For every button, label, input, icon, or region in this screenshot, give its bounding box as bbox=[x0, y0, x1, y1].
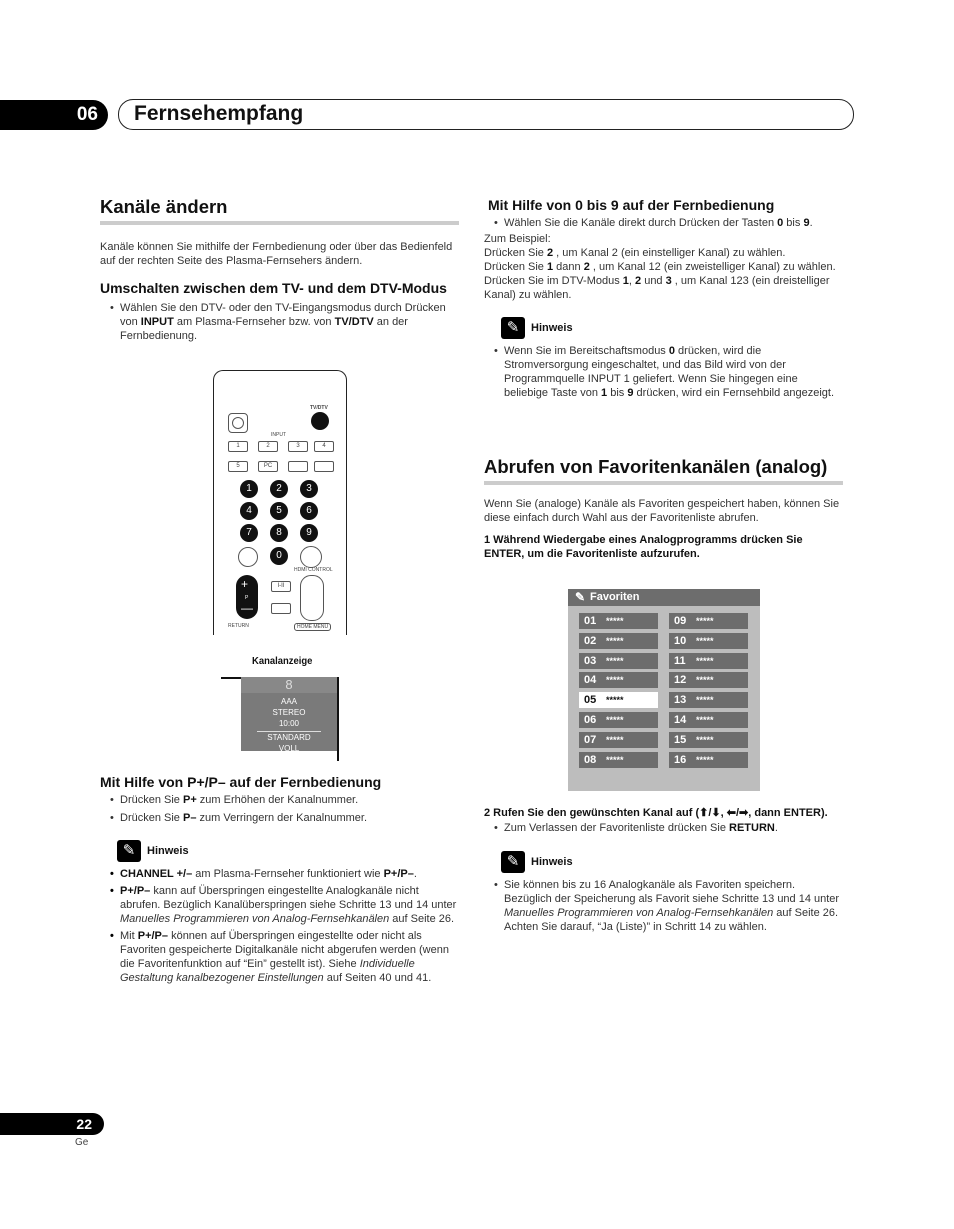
input-key: 1 bbox=[228, 441, 248, 452]
left-section-pplus bbox=[100, 773, 459, 985]
osd-line: 10:00 bbox=[278, 719, 300, 728]
chapter-title: Fernsehempfang bbox=[134, 102, 304, 125]
channel-display-osd bbox=[241, 677, 337, 751]
right-section-digits bbox=[484, 196, 844, 400]
hdmi-label: HDMI CONTROL bbox=[294, 567, 333, 573]
favorite-channel-item[interactable]: 12 ***** bbox=[669, 672, 748, 688]
subheading-tv-dtv: Umschalten zwischen dem TV- und dem DTV-Modus bbox=[100, 280, 447, 296]
step-2: 2 Rufen Sie den gewünschten Kanal auf (⬆/⬇, ⬅/➡, dann ENTER). bbox=[484, 807, 828, 819]
list-item: • Drücken Sie P– zum Verringern der Kanalnummer. bbox=[100, 811, 459, 825]
channel-number: 8 bbox=[241, 677, 337, 693]
num-key: 8 bbox=[270, 524, 288, 542]
example-line: Drücken Sie 1 dann 2 , um Kanal 12 (ein zweistelliger Kanal) zu wählen. bbox=[484, 261, 836, 273]
note-label: Hinweis bbox=[147, 845, 189, 857]
favorites-list-panel bbox=[568, 589, 760, 791]
note-label: Hinweis bbox=[531, 856, 573, 868]
favorite-channel-item[interactable]: 16 ***** bbox=[669, 752, 748, 768]
volume-rocker bbox=[300, 575, 324, 621]
left-section-kanaele bbox=[100, 196, 459, 343]
language-code: Ge bbox=[75, 1137, 89, 1148]
subheading-digits: Mit Hilfe von 0 bis 9 auf der Fernbedienung bbox=[488, 197, 775, 213]
num-key: 6 bbox=[300, 502, 318, 520]
intro-text: Wenn Sie (analoge) Kanäle als Favoriten gespeichert haben, können Sie diese einfach durch Wahl aus der Favoritenliste abrufen. bbox=[484, 498, 840, 524]
mute-icon bbox=[271, 603, 291, 614]
display-frame-side bbox=[337, 677, 339, 761]
kanalanzeige-label: Kanalanzeige bbox=[252, 655, 313, 667]
osd-line: AAA bbox=[280, 697, 297, 706]
section-rule bbox=[100, 221, 459, 225]
favorite-channel-item[interactable]: 02 ***** bbox=[579, 633, 658, 649]
remote-control-illustration bbox=[213, 370, 347, 635]
example-heading: Zum Beispiel: bbox=[484, 233, 551, 245]
p-label: P bbox=[245, 595, 249, 601]
note-list bbox=[100, 867, 459, 985]
favorite-channel-item[interactable]: 06 ***** bbox=[579, 712, 658, 728]
return-label: RETURN bbox=[228, 623, 249, 629]
info-button bbox=[238, 547, 258, 567]
favorite-channel-item[interactable]: 13 ***** bbox=[669, 692, 748, 708]
digits-list bbox=[484, 216, 844, 230]
favorite-channel-item[interactable]: 04 ***** bbox=[579, 672, 658, 688]
input-key: 2 bbox=[258, 441, 278, 452]
favorite-channel-item[interactable]: 14 ***** bbox=[669, 712, 748, 728]
input-key: PC bbox=[258, 461, 278, 472]
example-line: Drücken Sie 2 , um Kanal 2 (ein einstelliger Kanal) zu wählen. bbox=[484, 247, 786, 259]
favorite-channel-item[interactable]: 03 ***** bbox=[579, 653, 658, 669]
home-menu-label: HOME MENU bbox=[294, 623, 331, 631]
tv-dtv-list bbox=[100, 301, 459, 343]
osd-line: STEREO bbox=[272, 708, 306, 717]
right-section-step2 bbox=[484, 806, 844, 934]
sound-key: I-II bbox=[271, 581, 291, 592]
note-list bbox=[484, 878, 844, 934]
num-key: 9 bbox=[300, 524, 318, 542]
section-rule bbox=[484, 481, 843, 485]
list-item: • Drücken Sie P+ zum Erhöhen der Kanalnummer. bbox=[100, 793, 459, 807]
pencil-icon: ✎ bbox=[575, 590, 586, 604]
example-line: Drücken Sie im DTV-Modus 1, 2 und 3 , um Kanal 123 (ein dreistelliger Kanal) zu wählen. bbox=[484, 275, 830, 301]
num-key: 7 bbox=[240, 524, 258, 542]
input-key: 3 bbox=[288, 441, 308, 452]
list-item: • CHANNEL +/– am Plasma-Fernseher funktioniert wie P+/P–. bbox=[100, 867, 459, 881]
favorite-channel-item[interactable]: 15 ***** bbox=[669, 732, 748, 748]
favorite-channel-item[interactable]: 09 ***** bbox=[669, 613, 748, 629]
favorites-title: Favoriten bbox=[590, 591, 640, 603]
num-key: 5 bbox=[270, 502, 288, 520]
pencil-icon: ✎ bbox=[117, 840, 141, 862]
num-key: 1 bbox=[240, 480, 258, 498]
plus-icon: + bbox=[241, 577, 249, 591]
osd-line: STANDARD bbox=[267, 733, 311, 742]
section-title: Abrufen von Favoritenkanälen (analog) bbox=[484, 456, 828, 477]
list-item: • P+/P– kann auf Überspringen eingestellte Analogkanäle nicht abrufen. Bezüglich Kanalüberspringen siehe Schritte 13 und 14 unter Manuelles Programmieren von Analog-Fernsehkanälen auf Seite 26. bbox=[100, 884, 459, 926]
list-item: • Wählen Sie die Kanäle direkt durch Drücken der Tasten 0 bis 9. bbox=[484, 216, 844, 230]
page-number: 22 bbox=[0, 1113, 104, 1135]
tvdtv-label: TV/DTV bbox=[310, 405, 328, 411]
right-section-favoriten bbox=[484, 456, 843, 561]
note-header bbox=[117, 840, 459, 862]
input-key: 4 bbox=[314, 441, 334, 452]
input-label: INPUT bbox=[271, 432, 286, 438]
note-header bbox=[501, 851, 844, 873]
step-1: 1 Während Wiedergabe eines Analogprogramms drücken Sie ENTER, um die Favoritenliste aufzurufen. bbox=[484, 534, 803, 560]
osd-line: VOLL bbox=[278, 744, 300, 753]
subheading-pplus: Mit Hilfe von P+/P– auf der Fernbedienung bbox=[100, 774, 382, 790]
pencil-icon: ✎ bbox=[501, 851, 525, 873]
input-key: 5 bbox=[228, 461, 248, 472]
note-header bbox=[501, 317, 844, 339]
pplus-list bbox=[100, 793, 459, 825]
num-key: 4 bbox=[240, 502, 258, 520]
note-list bbox=[484, 344, 844, 400]
minus-icon: — bbox=[241, 601, 253, 615]
favorites-header bbox=[568, 589, 760, 606]
list-item: • Mit P+/P– können auf Überspringen eingestellte oder nicht als Favoriten gespeicherte Digitalkanäle nicht abgerufen werden (wenn die Favoritenfunktion auf “Ein” gestellt ist). Siehe Individuelle Gestaltung kanalbezogener Einstellungen auf Seiten 40 und 41. bbox=[100, 929, 459, 985]
intro-text: Kanäle können Sie mithilfe der Fernbedienung oder über das Bedienfeld auf der rechten Seite des Plasma-Fernsehers ändern. bbox=[100, 241, 453, 267]
num-key: 0 bbox=[270, 547, 288, 565]
favorite-channel-item[interactable]: 07 ***** bbox=[579, 732, 658, 748]
list-item: • Wählen Sie den DTV- oder den TV-Eingangsmodus durch Drücken von INPUT am Plasma-Fernseher bzw. von TV/DTV an der Fernbedienung. bbox=[100, 301, 459, 343]
screen-mode-icon bbox=[288, 461, 308, 472]
list-item: • Sie können bis zu 16 Analogkanäle als Favoriten speichern. Bezüglich der Speicherung als Favorit siehe Schritte 13 und 14 unter Manuelles Programmieren von Analog-Fernsehkanälen auf Seite 26. Achten Sie darauf, “Ja (Liste)” in Schritt 14 zu wählen. bbox=[484, 878, 844, 934]
aspect-icon bbox=[314, 461, 334, 472]
pencil-icon: ✎ bbox=[501, 317, 525, 339]
note-label: Hinweis bbox=[531, 322, 573, 334]
section-title: Kanäle ändern bbox=[100, 196, 228, 217]
hdmi-control-button bbox=[300, 546, 322, 568]
chapter-number: 06 bbox=[0, 100, 108, 130]
list-item: • Wenn Sie im Bereitschaftsmodus 0 drücken, wird die Stromversorgung eingeschaltet, und das Bild wird von der Programmquelle INPUT 1 geliefert. Wenn Sie hingegen eine beliebige Taste von 1 bis 9 drücken, wird ein Fernsehbild angezeigt. bbox=[484, 344, 844, 400]
num-key: 2 bbox=[270, 480, 288, 498]
list-item: • Zum Verlassen der Favoritenliste drücken Sie RETURN. bbox=[484, 821, 844, 835]
favorite-channel-item[interactable]: 08 ***** bbox=[579, 752, 658, 768]
tvdtv-button bbox=[311, 412, 329, 430]
num-key: 3 bbox=[300, 480, 318, 498]
step2-list bbox=[484, 821, 844, 835]
favorite-channel-item[interactable]: 05 ***** bbox=[579, 692, 658, 708]
favorite-channel-item[interactable]: 11 ***** bbox=[669, 653, 748, 669]
favorite-channel-item[interactable]: 01 ***** bbox=[579, 613, 658, 629]
power-icon bbox=[232, 417, 244, 429]
favorite-channel-item[interactable]: 10 ***** bbox=[669, 633, 748, 649]
